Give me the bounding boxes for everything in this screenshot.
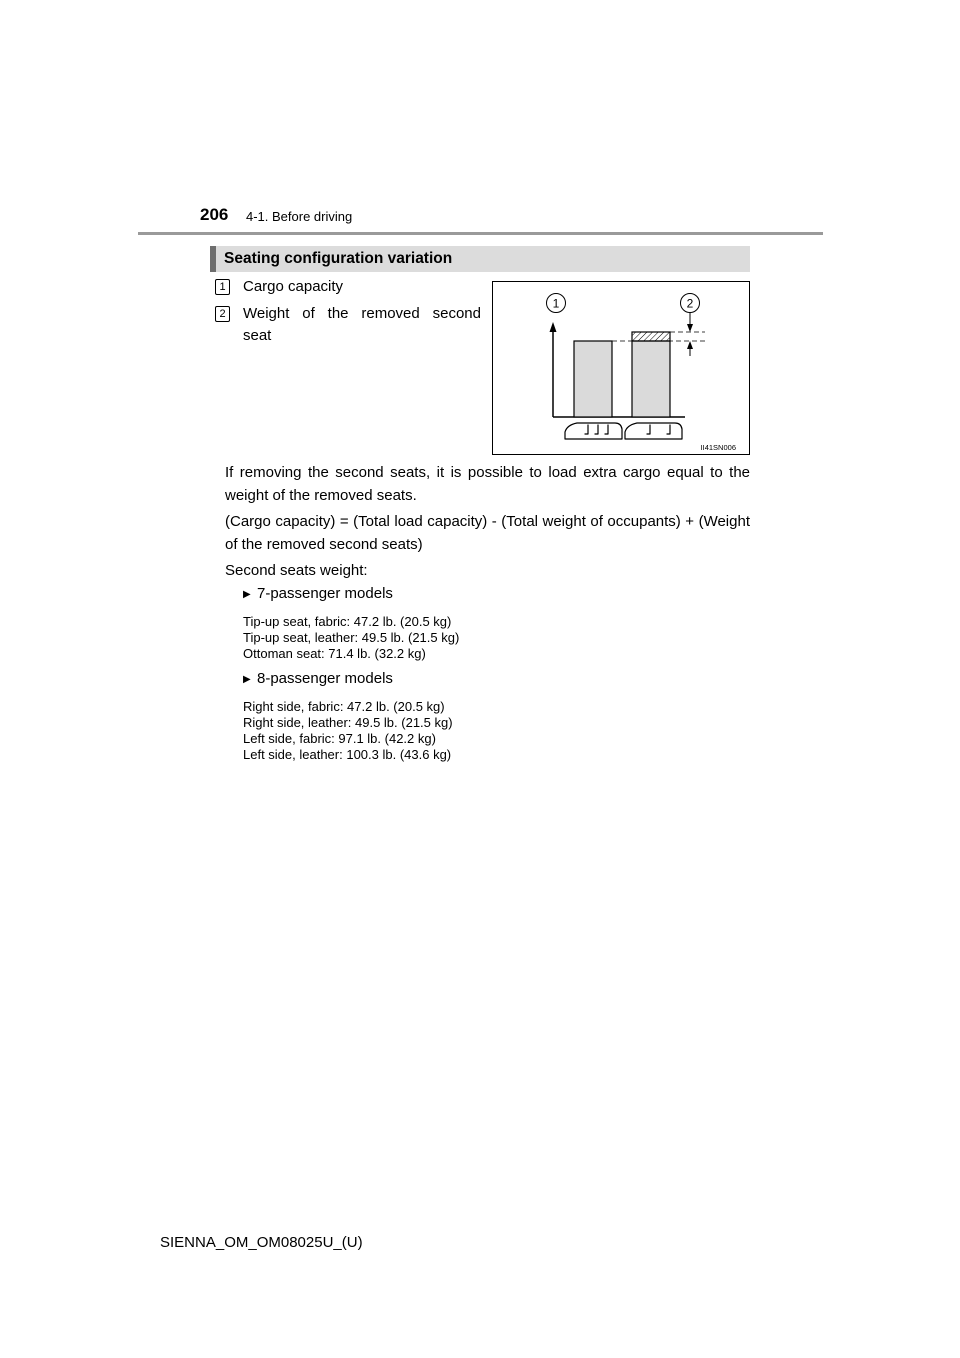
callout-label-1: 1 [552, 296, 560, 311]
y-axis-arrowhead [550, 322, 557, 332]
list-item: Tip-up seat, fabric: 47.2 lb. (20.5 kg) [243, 614, 452, 629]
section-heading: Seating configuration variation [224, 250, 453, 267]
section-heading-accent [210, 246, 216, 272]
dimension-arrow-up [687, 341, 693, 349]
list-item: Left side, fabric: 97.1 lb. (42.2 kg) [243, 731, 436, 746]
section-title: 4-1. Before driving [246, 209, 353, 224]
list-item: Ottoman seat: 71.4 lb. (32.2 kg) [243, 646, 426, 661]
triangle-bullet-icon: ▶ [243, 589, 251, 600]
van-three-rows-icon [565, 423, 622, 439]
item-text-removed-seat-weight: Weight of the removed second seat [243, 305, 481, 344]
model-7-passenger-list [243, 614, 459, 662]
removed-seat-weight-block [632, 332, 670, 341]
paragraph-extra-cargo: If removing the second seats, it is possible to load extra cargo equal to the weight of the removed seats. [225, 464, 750, 504]
paragraph-second-seats-weight: Second seats weight: [225, 562, 368, 579]
model-8-passenger-heading: ▶ 8-passenger models [243, 670, 393, 687]
cargo-capacity-figure [492, 281, 750, 455]
header-rule [138, 232, 823, 235]
list-item: Right side, fabric: 47.2 lb. (20.5 kg) [243, 699, 445, 714]
callout-label-2: 2 [686, 296, 694, 311]
list-item: Right side, leather: 49.5 lb. (21.5 kg) [243, 715, 453, 730]
page-number: 206 [200, 205, 229, 224]
model-8-passenger-list [243, 699, 453, 763]
figure-code: II41SN006 [700, 443, 736, 452]
van-seats-removed-icon [625, 423, 682, 439]
section-heading-bar [210, 246, 750, 272]
item-number-badge: 1 [215, 279, 230, 295]
dimension-arrow-down [687, 324, 693, 332]
model-7-passenger-heading: ▶ 7-passenger models [243, 585, 393, 602]
item-text-cargo-capacity: Cargo capacity [243, 278, 344, 295]
triangle-bullet-icon: ▶ [243, 674, 251, 685]
footer-document-code: SIENNA_OM_OM08025U_(U) [160, 1234, 363, 1251]
item-number-badge: 2 [215, 306, 230, 322]
cargo-bar-seats-removed [632, 341, 670, 417]
paragraph-cargo-formula: (Cargo capacity) = (Total load capacity) - (Total weight of occupants) + (Weight of the removed second seats) [225, 513, 750, 553]
list-item: Left side, leather: 100.3 lb. (43.6 kg) [243, 747, 452, 762]
list-item: Tip-up seat, leather: 49.5 lb. (21.5 kg) [243, 630, 460, 645]
cargo-capacity-illustration [493, 282, 749, 454]
cargo-bar-with-seats [574, 341, 612, 417]
